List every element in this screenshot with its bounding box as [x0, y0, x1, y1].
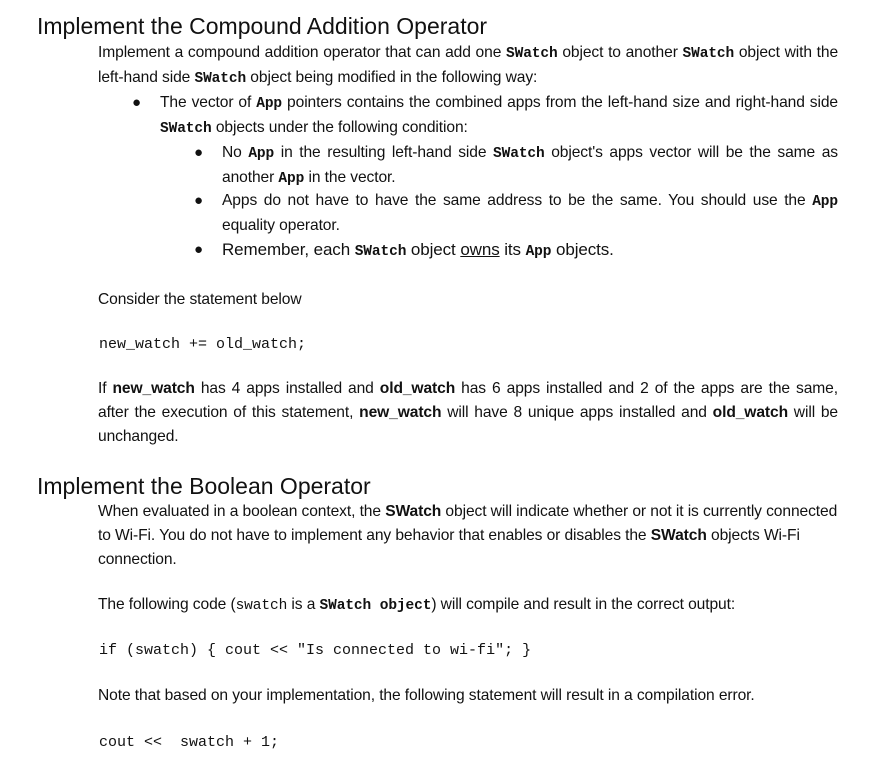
following-code-2: SWatch object [319, 598, 432, 614]
compilation-error-note: Note that based on your implementation, the following statement will result in a compilation error. [98, 687, 755, 704]
intro-code-2: SWatch [682, 46, 735, 62]
sub1-text-1: No [222, 144, 249, 161]
boolean-following-code-label [98, 593, 838, 618]
intro-text-3: object with the left-hand side [98, 44, 839, 86]
explain-text-5: will be unchanged. [98, 404, 838, 445]
sub1-text-3: object's apps vector will be the same as another [222, 144, 838, 186]
bullet1-code-1: App [256, 96, 283, 112]
bullet-dot-icon: ● [194, 241, 204, 258]
following-text-2: is a [287, 596, 320, 613]
explain-bold-1: new_watch [112, 380, 195, 397]
bullet-dot-icon: ● [132, 94, 142, 111]
bool-intro-bold-2: SWatch [650, 527, 707, 544]
consider-statement-label: Consider the statement below [98, 291, 302, 308]
intro-text-1: Implement a compound addition operator that can add one [98, 44, 506, 61]
sub2-text-2: equality operator. [222, 217, 340, 234]
sub1-code-1: App [248, 146, 275, 162]
intro-code-1: SWatch [506, 46, 558, 62]
following-text-1: The following code ( [98, 596, 236, 613]
bullet1-text-2: pointers contains the combined apps from the left-hand size and right-hand side [282, 94, 838, 111]
bool-intro-text-1: When evaluated in a boolean context, the [98, 503, 386, 520]
bullet-dot-icon: ● [194, 144, 204, 161]
code-compound-assignment: new_watch += old_watch; [99, 336, 307, 353]
sub2-text-1: Apps do not have to have the same address to be the same. You should use the [222, 192, 813, 209]
sub-bullet-same-address-text [222, 189, 838, 238]
bullet1-text-3: objects under the following condition: [211, 119, 468, 136]
bullet-combined-apps-text [160, 91, 838, 141]
bullet1-code-2: SWatch [160, 121, 212, 137]
intro-text-4: object being modified in the following way: [246, 69, 538, 86]
sub3-text-3: its [499, 240, 526, 259]
sub-bullet-owns-apps-text [222, 238, 838, 264]
explain-text-2: has 4 apps installed and [194, 380, 380, 397]
compound-addition-intro [98, 41, 838, 91]
bool-intro-text-2: object will indicate whether or not it is currently connected to Wi-Fi. You do not have to implement any behavior that enables or disables the [98, 503, 838, 544]
section-title-boolean-operator: Implement the Boolean Operator [37, 473, 371, 499]
sub1-text-2: in the resulting left-hand side [274, 144, 494, 161]
sub3-text-4: objects. [551, 240, 614, 259]
following-text-3: ) will compile and result in the correct output: [431, 596, 736, 613]
sub1-text-4: in the vector. [304, 169, 396, 186]
intro-text-2: object to another [557, 44, 683, 61]
compound-addition-explanation [98, 377, 838, 449]
bool-intro-bold-1: SWatch [385, 503, 442, 520]
section-title-compound-addition: Implement the Compound Addition Operator [37, 13, 488, 39]
sub-bullet-no-duplicate-text [222, 141, 838, 191]
bullet-combined-apps [132, 91, 838, 141]
explain-bold-3: new_watch [359, 404, 442, 421]
sub-bullet-owns-apps [194, 238, 838, 264]
intro-code-3: SWatch [194, 71, 247, 87]
boolean-operator-intro [98, 500, 838, 572]
sub2-code-1: App [812, 194, 838, 210]
code-if-swatch: if (swatch) { cout << "Is connected to wi-fi"; } [99, 642, 532, 659]
bullet-dot-icon: ● [194, 192, 204, 209]
bool-intro-text-3: objects Wi-Fi connection. [98, 527, 800, 568]
sub3-code-2: App [525, 244, 552, 260]
explain-text-3: has 6 apps installed and 2 of the apps are the same, after the execution of this statement, [98, 380, 838, 421]
sub3-text-2: object [406, 240, 461, 259]
following-code-1: swatch [235, 598, 288, 614]
sub3-underline-owns: owns [460, 240, 500, 259]
explain-text-1: If [98, 380, 113, 397]
explain-bold-2: old_watch [379, 380, 456, 397]
explain-text-4: will have 8 unique apps installed and [441, 404, 713, 421]
sub1-code-3: App [278, 171, 305, 187]
explain-bold-4: old_watch [712, 404, 789, 421]
sub-bullet-no-duplicate [194, 141, 838, 191]
bullet1-text-1: The vector of [160, 94, 257, 111]
code-cout-swatch-plus-one: cout << swatch + 1; [99, 734, 280, 751]
sub-bullet-same-address [194, 189, 838, 238]
sub3-code-1: SWatch [354, 244, 407, 260]
sub1-code-2: SWatch [493, 146, 545, 162]
sub3-text-1: Remember, each [222, 240, 355, 259]
